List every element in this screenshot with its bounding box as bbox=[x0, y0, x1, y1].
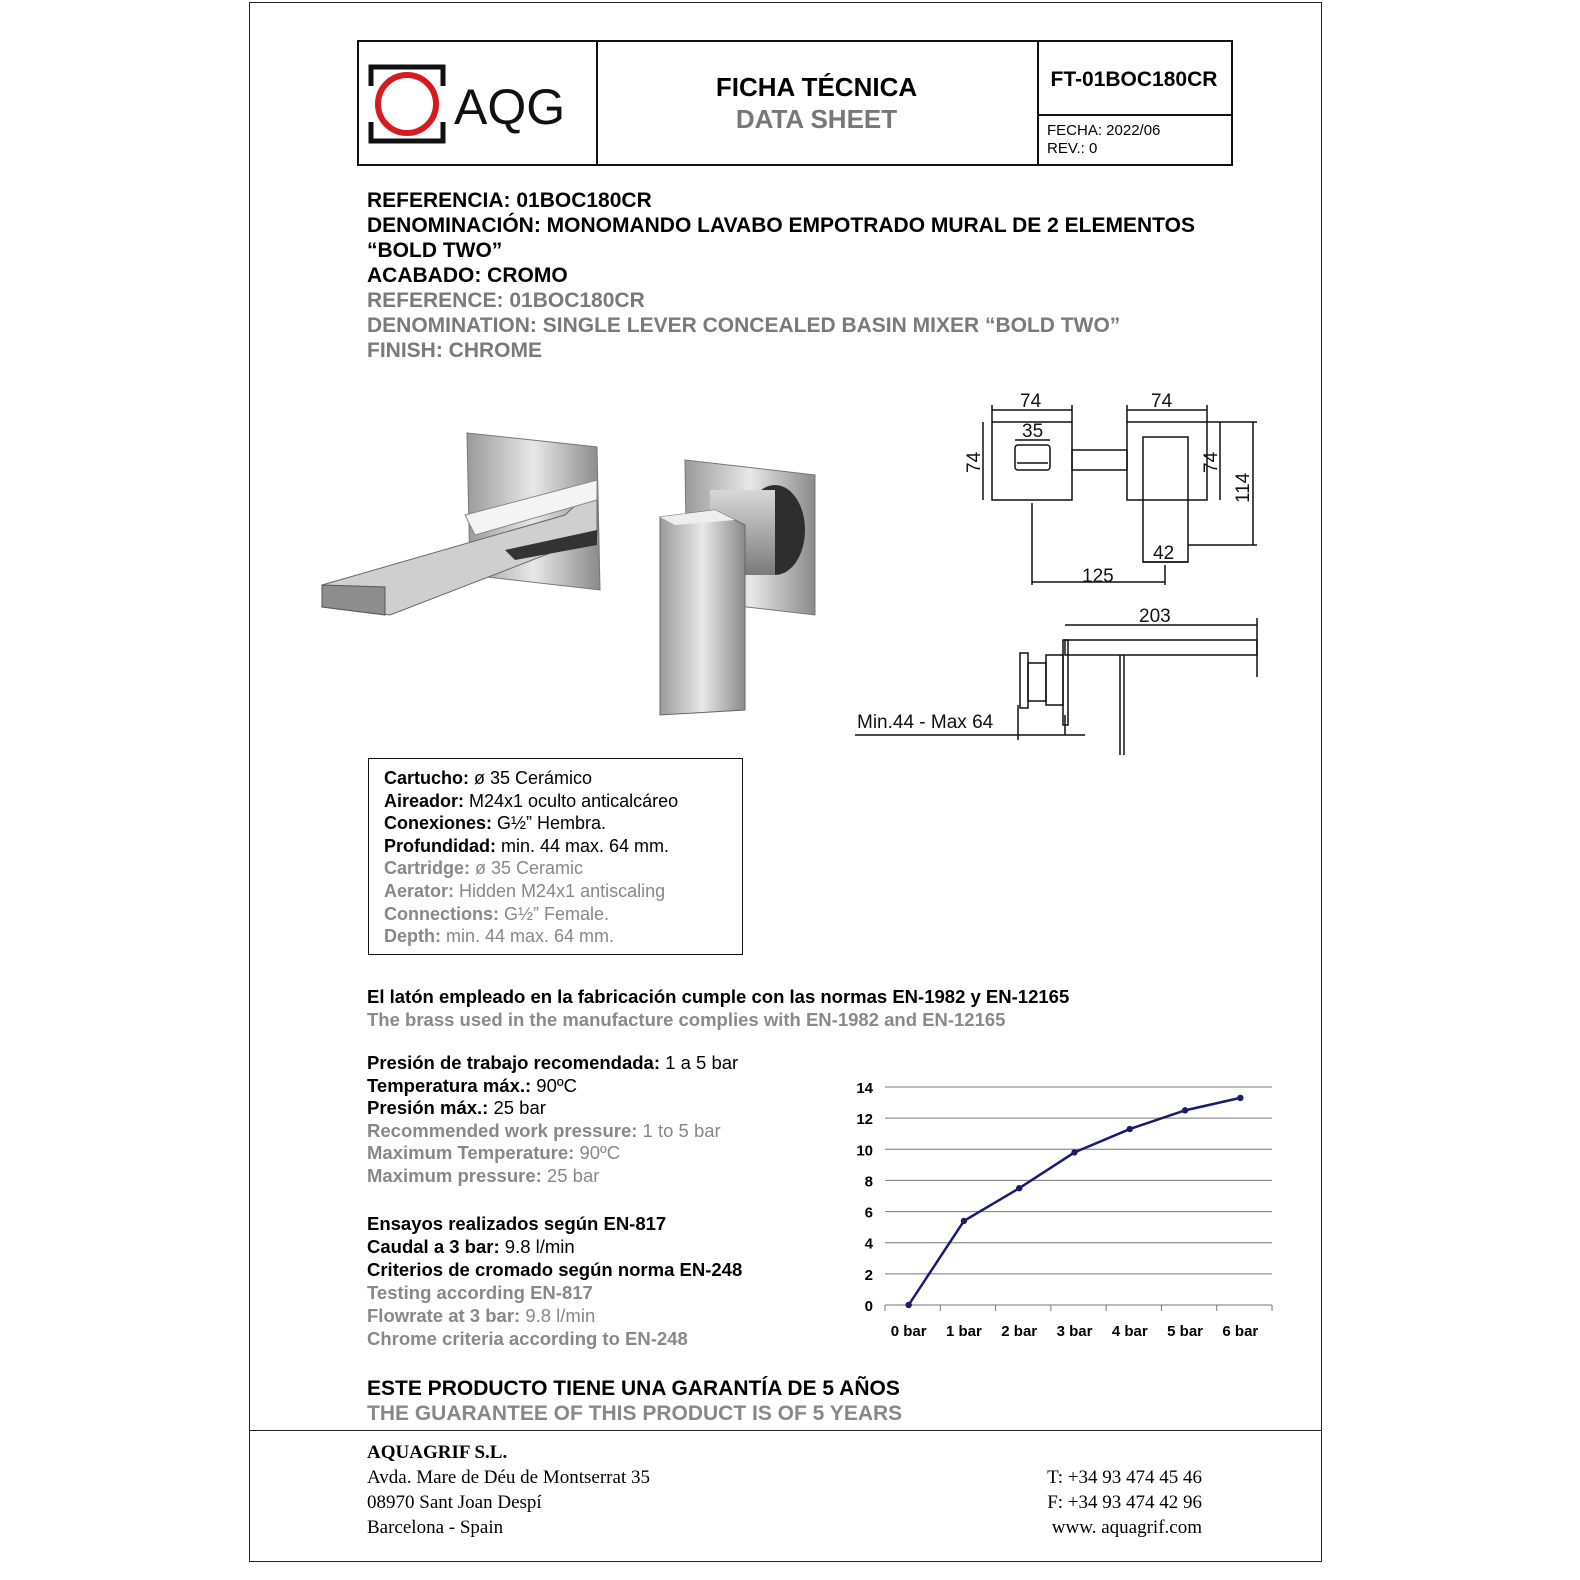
test-row bbox=[367, 1327, 742, 1350]
spec-label: Aireador: bbox=[384, 790, 465, 811]
data-point bbox=[1071, 1149, 1077, 1155]
date-rev bbox=[1047, 122, 1160, 158]
spec-row bbox=[384, 903, 742, 926]
revision: REV.: 0 bbox=[1047, 140, 1098, 157]
spec-value: ø 35 Ceramic bbox=[470, 858, 584, 879]
pressure-value: 1 to 5 bar bbox=[637, 1119, 721, 1141]
product-reference-block bbox=[367, 188, 1195, 363]
code-cell bbox=[1037, 42, 1231, 164]
specs-box bbox=[368, 758, 743, 955]
title-es: FICHA TÉCNICA bbox=[715, 72, 918, 102]
guarantee-es: ESTE PRODUCTO TIENE UNA GARANTÍA DE 5 AÑOS bbox=[367, 1377, 900, 1400]
x-tick-label: 6 bar bbox=[1222, 1323, 1259, 1340]
pressure-label: Presión de trabajo recomendada: bbox=[367, 1052, 661, 1073]
logo-cell bbox=[359, 42, 598, 164]
flow-chart bbox=[840, 1072, 1280, 1347]
data-point bbox=[1182, 1107, 1188, 1113]
data-point bbox=[905, 1302, 911, 1308]
spec-row bbox=[384, 812, 742, 835]
data-point bbox=[961, 1218, 967, 1224]
spec-value: G½” Hembra. bbox=[492, 813, 607, 834]
test-row bbox=[367, 1212, 742, 1235]
pressure-label: Presión máx.: bbox=[367, 1097, 489, 1119]
spec-row bbox=[384, 835, 742, 858]
spec-value: ø 35 Cerámico bbox=[469, 768, 593, 788]
y-tick-label: 4 bbox=[864, 1235, 873, 1253]
denomination-es-line2: “BOLD TWO” bbox=[367, 239, 503, 262]
test-label: Testing according EN-817 bbox=[367, 1282, 593, 1303]
finish-en: FINISH: CHROME bbox=[367, 339, 542, 362]
logo-text: AQG bbox=[454, 79, 566, 135]
address-line3: Barcelona - Spain bbox=[367, 1517, 504, 1538]
dim-74-a: 74 bbox=[1020, 391, 1042, 412]
address-line1: Avda. Mare de Déu de Montserrat 35 bbox=[367, 1467, 650, 1488]
pressure-label: Maximum pressure: bbox=[367, 1164, 542, 1186]
x-tick-label: 1 bar bbox=[945, 1323, 982, 1340]
pressure-value: 1 a 5 bar bbox=[660, 1052, 739, 1073]
title-en: DATA SHEET bbox=[735, 104, 898, 134]
finish-es: ACABADO: CROMO bbox=[367, 264, 568, 287]
x-tick-label: 2 bar bbox=[1001, 1323, 1038, 1340]
spec-row bbox=[384, 767, 742, 790]
y-tick-label: 6 bbox=[864, 1204, 873, 1222]
tests-specs bbox=[367, 1212, 742, 1350]
pressure-row bbox=[367, 1097, 738, 1120]
spec-row bbox=[384, 880, 742, 903]
product-photo bbox=[315, 425, 825, 725]
spec-label: Cartridge: bbox=[384, 858, 471, 879]
y-tick-label: 14 bbox=[856, 1080, 873, 1097]
spec-label: Profundidad: bbox=[384, 835, 496, 856]
test-label: Flowrate at 3 bar: bbox=[367, 1305, 521, 1326]
denomination-en: DENOMINATION: SINGLE LEVER CONCEALED BASIN MIXER “BOLD TWO” bbox=[367, 314, 1121, 337]
pressure-label: Recommended work pressure: bbox=[367, 1119, 638, 1141]
dim-125: 125 bbox=[1082, 566, 1114, 587]
x-tick-label: 5 bar bbox=[1167, 1323, 1204, 1340]
website-link[interactable]: www. aquagrif.com bbox=[1051, 1517, 1202, 1538]
brass-en: The brass used in the manufacture complies with EN-1982 and EN-12165 bbox=[367, 1009, 1006, 1030]
y-tick-label: 8 bbox=[864, 1173, 873, 1191]
brass-es: El latón empleado en la fabricación cumple con las normas EN-1982 y EN-12165 bbox=[367, 986, 1070, 1007]
footer-divider bbox=[249, 1430, 1322, 1431]
dim-42: 42 bbox=[1153, 543, 1175, 564]
x-tick-label: 4 bar bbox=[1111, 1323, 1148, 1340]
pressure-value: 90ºC bbox=[531, 1074, 578, 1096]
spec-value: min. 44 max. 64 mm. bbox=[441, 926, 615, 947]
date: FECHA: 2022/06 bbox=[1047, 122, 1161, 139]
test-label: Ensayos realizados según EN-817 bbox=[367, 1213, 667, 1234]
spec-row bbox=[384, 925, 742, 948]
spec-label: Connections: bbox=[384, 903, 499, 924]
pressure-row bbox=[367, 1052, 738, 1075]
fax: F: +34 93 474 42 96 bbox=[1047, 1492, 1202, 1513]
dim-114: 114 bbox=[1233, 472, 1254, 503]
y-tick-label: 0 bbox=[864, 1298, 873, 1315]
test-row bbox=[367, 1235, 742, 1258]
data-point bbox=[1237, 1095, 1243, 1101]
dim-74-b: 74 bbox=[1151, 391, 1173, 412]
guarantee bbox=[367, 1376, 902, 1426]
header-table bbox=[357, 40, 1233, 166]
title-cell bbox=[596, 42, 1039, 164]
spec-value: min. 44 max. 64 mm. bbox=[495, 835, 670, 856]
test-label: Chrome criteria according to EN-248 bbox=[367, 1328, 688, 1349]
pressure-value: 25 bar bbox=[541, 1164, 600, 1186]
test-row bbox=[367, 1281, 742, 1304]
pressure-label: Maximum Temperature: bbox=[367, 1142, 575, 1164]
technical-drawing bbox=[845, 385, 1265, 765]
pressure-value: 25 bar bbox=[488, 1097, 546, 1119]
test-row bbox=[367, 1304, 742, 1327]
footer-contact bbox=[1020, 1465, 1202, 1540]
spec-label: Aerator: bbox=[384, 880, 455, 901]
test-value: 9.8 l/min bbox=[499, 1236, 575, 1257]
spec-label: Depth: bbox=[384, 926, 441, 947]
pressure-label: Temperatura máx.: bbox=[367, 1074, 532, 1096]
spec-value: Hidden M24x1 antiscaling bbox=[454, 880, 666, 901]
depth-label: Min.44 - Max 64 bbox=[857, 712, 994, 733]
y-tick-label: 12 bbox=[856, 1111, 873, 1129]
company-name: AQUAGRIF S.L. bbox=[367, 1442, 508, 1463]
pressure-row bbox=[367, 1120, 738, 1143]
phone: T: +34 93 474 45 46 bbox=[1047, 1467, 1202, 1488]
spec-label: Cartucho: bbox=[384, 768, 469, 788]
spec-row bbox=[384, 790, 742, 813]
reference-en: REFERENCE: 01BOC180CR bbox=[367, 289, 645, 312]
data-point bbox=[1016, 1185, 1022, 1191]
pressure-specs bbox=[367, 1052, 738, 1188]
dim-203: 203 bbox=[1139, 606, 1171, 627]
spec-row bbox=[384, 857, 742, 880]
y-tick-label: 10 bbox=[856, 1142, 873, 1160]
test-row bbox=[367, 1258, 742, 1281]
pressure-row bbox=[367, 1165, 738, 1188]
footer-address bbox=[367, 1440, 650, 1540]
test-label: Caudal a 3 bar: bbox=[367, 1236, 500, 1257]
reference-es: REFERENCIA: 01BOC180CR bbox=[367, 189, 652, 212]
x-tick-label: 0 bar bbox=[890, 1323, 927, 1340]
spec-value: G½” Female. bbox=[499, 903, 610, 924]
spec-value: M24x1 oculto anticalcáreo bbox=[464, 790, 679, 811]
pressure-row bbox=[367, 1142, 738, 1165]
denomination-es-line1: DENOMINACIÓN: MONOMANDO LAVABO EMPOTRADO MURAL DE 2 ELEMENTOS bbox=[367, 214, 1195, 237]
brass-compliance bbox=[367, 985, 1069, 1031]
test-label: Criterios de cromado según norma EN-248 bbox=[367, 1259, 743, 1280]
document-code: FT-01BOC180CR bbox=[1037, 42, 1231, 116]
x-tick-label: 3 bar bbox=[1056, 1323, 1093, 1340]
aqg-logo bbox=[359, 42, 596, 164]
pressure-row bbox=[367, 1075, 738, 1098]
guarantee-en: THE GUARANTEE OF THIS PRODUCT IS OF 5 YEARS bbox=[367, 1402, 903, 1425]
dim-35: 35 bbox=[1022, 421, 1044, 442]
dim-74-c: 74 bbox=[964, 451, 985, 473]
pressure-value: 90ºC bbox=[574, 1142, 621, 1164]
data-point bbox=[1127, 1126, 1133, 1132]
dim-74-d: 74 bbox=[1201, 451, 1222, 473]
test-value: 9.8 l/min bbox=[520, 1305, 596, 1326]
spec-label: Conexiones: bbox=[384, 813, 493, 834]
y-tick-label: 2 bbox=[864, 1266, 873, 1284]
address-line2: 08970 Sant Joan Despí bbox=[367, 1492, 542, 1513]
